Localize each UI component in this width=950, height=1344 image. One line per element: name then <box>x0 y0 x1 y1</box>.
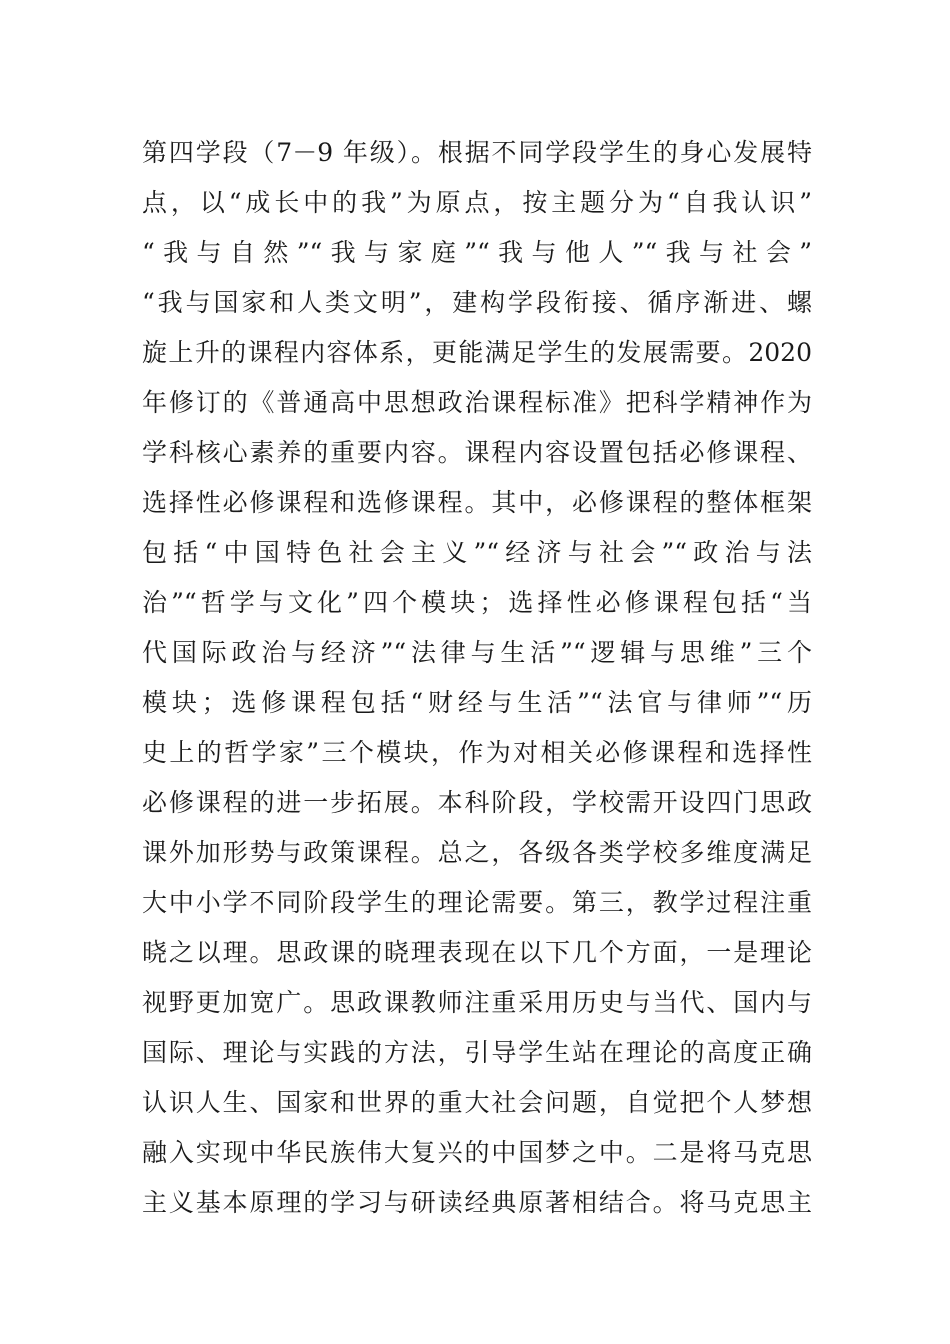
text-line: 选择性必修课程和选修课程。其中，必修课程的整体框架 <box>142 488 812 517</box>
text-line: 大中小学不同阶段学生的理论需要。第三，教学过程注重 <box>142 888 812 917</box>
text-line: 主义基本原理的学习与研读经典原著相结合。将马克思主 <box>142 1188 812 1217</box>
text-line: 融入实现中华民族伟大复兴的中国梦之中。二是将马克思 <box>142 1138 812 1167</box>
text-line: 旋上升的课程内容体系，更能满足学生的发展需要。2020 <box>142 338 812 367</box>
body-paragraph <box>142 128 812 1228</box>
text-line: “我与自然”“我与家庭”“我与他人”“我与社会” <box>142 238 812 267</box>
text-line: 视野更加宽广。思政课教师注重采用历史与当代、国内与 <box>142 988 812 1017</box>
text-line: 必修课程的进一步拓展。本科阶段，学校需开设四门思政 <box>142 788 812 817</box>
text-line: 晓之以理。思政课的晓理表现在以下几个方面，一是理论 <box>142 938 812 967</box>
text-line: 课外加形势与政策课程。总之，各级各类学校多维度满足 <box>142 838 812 867</box>
text-line: 年修订的《普通高中思想政治课程标准》把科学精神作为 <box>142 388 812 417</box>
text-line: 治”“哲学与文化”四个模块；选择性必修课程包括“当 <box>142 588 812 617</box>
text-line: “我与国家和人类文明”，建构学段衔接、循序渐进、螺 <box>142 288 812 317</box>
text-line: 点，以“成长中的我”为原点，按主题分为“自我认识” <box>142 188 812 217</box>
text-line: 国际、理论与实践的方法，引导学生站在理论的高度正确 <box>142 1038 812 1067</box>
text-line: 包括“中国特色社会主义”“经济与社会”“政治与法 <box>142 538 812 567</box>
text-line: 认识人生、国家和世界的重大社会问题，自觉把个人梦想 <box>142 1088 812 1117</box>
text-line: 模块；选修课程包括“财经与生活”“法官与律师”“历 <box>142 688 812 717</box>
text-line: 学科核心素养的重要内容。课程内容设置包括必修课程、 <box>142 438 812 467</box>
text-line: 史上的哲学家”三个模块，作为对相关必修课程和选择性 <box>142 738 812 767</box>
text-line: 第四学段（7－9 年级）。根据不同学段学生的身心发展特 <box>142 138 812 167</box>
text-line: 代国际政治与经济”“法律与生活”“逻辑与思维”三个 <box>142 638 812 667</box>
